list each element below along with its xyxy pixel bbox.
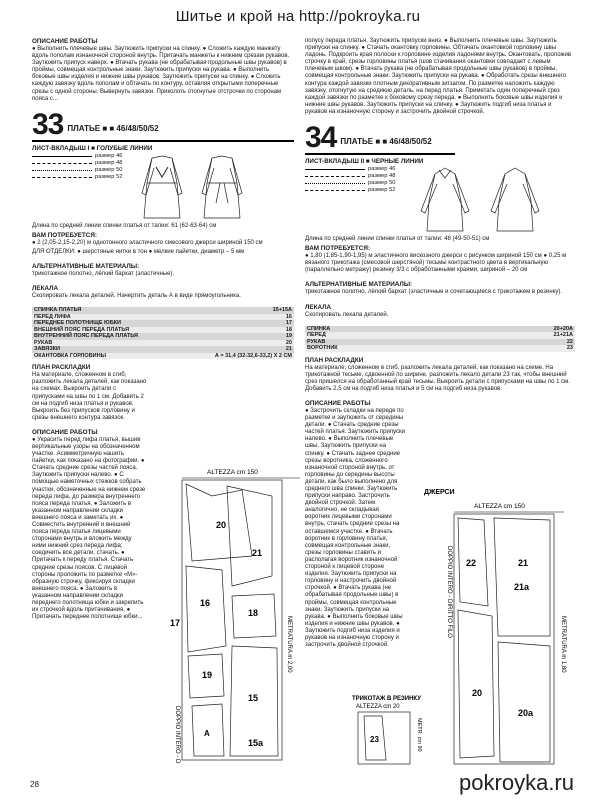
model-title: ПЛАТЬЕ ■ ■ 46/48/50/52 — [67, 124, 159, 134]
need-text: ● 2 (2,05-2,15-2,20) м однотонного эластичного смесового джерси шириной 150 см — [32, 239, 263, 246]
part-name: РУКАВ — [34, 339, 53, 346]
piece-label: 15а — [248, 738, 264, 748]
pattern-text: Скопировать лекала деталей. Начертить деталь А в виде прямоугольника. — [32, 293, 241, 300]
parts-table — [32, 307, 294, 359]
footer-site: pokroyka.ru — [459, 770, 574, 795]
piece-label: 18 — [248, 608, 259, 618]
part-number: 18 — [285, 326, 292, 333]
piece-label: 17 — [170, 618, 181, 628]
piece-label: 20 — [216, 520, 227, 530]
piece-label: 20 — [472, 688, 483, 698]
alt-text: трикотажное полотно, лёгкий бархат (эластичные). — [32, 271, 175, 278]
altezza-label: ALTEZZA cm 20 — [356, 704, 400, 710]
piece-label: 23 — [370, 735, 379, 744]
alt-text: трикотажное полотно, лёгкий бархат (эластичные и сочетающиеся с трикотажем в резинку). — [305, 289, 563, 296]
part-name: ПЕРЕД — [307, 332, 326, 339]
pattern-title: ЛЕКАЛА — [32, 285, 59, 293]
part-number: 20+20А — [553, 325, 573, 332]
sizes-block — [32, 153, 294, 223]
continued-text: попусу переда платья. Заутюжить припуски вниз. ● Выполнить плечевые швы. Заутюжить припуски на спинку. ● Стачать окантовку горловины. Обтачать окантовкой горловину швы ладонь. Подкроить края полоски к горловине изделия ладонями внутрь. Окантовать, проложив строчку в край, срезы горловины платья (шов стачивания окантовки совпадает с левым плечевым швом). ● Втачать рукава (не обрабатывая продольные швы рукавов) в проймы, совмещая контрольные знаки. Заутюжить припуски на рукава. ● Обработать срезы внешнего контура каждой завязки плотным декоративным зигзагом. По разметке наложить каждую завязку, отогнутую на среднюю деталь, на перед платья. Приметать один поперечный срез каждой завязки по разметке к боковому срезу переда. ● Выполнить боковые швы изделия и нижние швы рукавов. Заутюжить припуски на спинку. ● Заутюжить подгиб низа платья и рукавов на изнаночную сторону и застрочить двойной строчкой. — [305, 38, 572, 115]
model-33-header — [32, 107, 294, 142]
piece-label: 19 — [202, 670, 213, 680]
metratura-label: METR. cm 90 — [416, 718, 422, 752]
size-row: размер 52 — [32, 174, 132, 181]
part-number: А = 31,4 (32-32,6-33,2) Х 2 СМ — [214, 352, 292, 359]
desc-title: ОПИСАНИЕ РАБОТЫ — [305, 399, 371, 407]
layout-diagram-34-rib — [352, 694, 442, 766]
part-name: ОКАНТОВКА ГОРЛОВИНЫ — [34, 352, 106, 359]
part-name: РУКАВ — [307, 338, 326, 345]
finish-text: ДЛЯ ОТДЕЛКИ: ● шерстяные нитки в тон ● мелкие пайетки, диаметр – 5 мм — [32, 248, 245, 255]
alt-title: АЛЬТЕРНАТИВНЫЕ МАТЕРИАЛЫ: — [305, 281, 413, 289]
piece-label: А — [204, 729, 210, 738]
piece-label: 21 — [518, 558, 529, 568]
part-number: 23 — [566, 345, 573, 352]
piece-label: 16 — [200, 598, 211, 608]
model-number: 33 — [32, 107, 64, 141]
part-number: 15+15А — [272, 307, 292, 314]
size-row: размер 48 — [305, 173, 405, 180]
size-row: размер 52 — [305, 187, 405, 194]
size-row: размер 46 — [32, 153, 132, 160]
part-name: ЗАВЯЗКИ — [34, 346, 60, 353]
part-name: ПЕРЕД ЛИФА — [34, 313, 71, 320]
layout-text: На материале, сложенном в сгиб, разложить лекала деталей, как показано на схемах. Выкроить детали с припусками на швы по 1 см. Добавить 2 см на подгиб низа платья и рукавов. Выкроить без припусков горловину и срезы внешнего контура завязок. — [32, 372, 147, 421]
work-title: ОПИСАНИЕ РАБОТЫ — [32, 38, 98, 45]
alt-title: АЛЬТЕРНАТИВНЫЕ МАТЕРИАЛЫ: — [32, 263, 140, 271]
desc-title: ОПИСАНИЕ РАБОТЫ — [32, 428, 98, 436]
sizes-block — [305, 166, 575, 236]
need-text: ● 1,80 (1,85-1,90-1,95) м эластичного вискозного джерси с рисунком шириной 150 см ● 0,25 м вязаного трикотажа (смесовой шерстяной) тесьмы контрастного цвета в вертикальную (параллельно метражу) резинку 3/3 с обработанными краями, шириной – 20 см — [305, 253, 567, 274]
piece-label: 21а — [514, 582, 530, 592]
dress-sketch — [405, 166, 575, 236]
sheet-label: ЛИСТ-ВКЛАДЫШ I ■ ГОЛУБЫЕ ЛИНИИ — [32, 144, 153, 152]
fabric-label: ТРИКОТАЖ В РЕЗИНКУ — [352, 696, 421, 702]
altezza-label: ALTEZZA cm 150 — [474, 503, 525, 510]
desc-text: ● Украсить перед лифа платья, вышив вертикальные узоры на обозначенном участке. Асимметричную нашить пайетки, как показано на фотографии. ● Стачать средние срезы частей пояса. Заутюжить припуски налево. ● С помощью наметочных стежков собрать участки, обозначенные на нижнем срезе переда лифа, до размера внутреннего пояса переда платья. ● Заложить в указанном направлении складки внешнего пояса и заметать их. ● Совместить внутренний и внешний пояса переда платья лицевыми сторонами внутрь и вложить между ними нижний срез переда лифа; соединить все детали, стачать. ● Притачать к переду платья. Стачать средние срезы поясов. С лицевой стороны проложить по разметке «М»-образную строчку, фиксируя складки внешнего пояса. ● Заложить в указанном направлении складки переднего полотнища юбки и закрепить их строчкой вдоль притачивания. ● Притачать переднее полотнище юбки... — [32, 436, 146, 621]
page-number: 28 — [30, 780, 39, 789]
sheet-label: ЛИСТ-ВКЛАДЫШ II ■ ЧЕРНЫЕ ЛИНИИ — [305, 158, 424, 166]
desc-text: ● Застрочить складки на переде по разметке и заутюжить от середины детали. ● Стачать средние срезы частей платья. Заутюжить припуски налево. ● Выполнить плечевые швы. Заутюжить припуски на спинку. ● Стачать заднее средние срезы воротника, сложенного изнаночной стороной внутрь, от горловины до середины высоты детали, как было выполнено для среднего шва спинки. Заутюжить припуски направо. Застрочить двойной строчкой. Затем аналогично, не складывая воротник лицевыми сторонами внутрь, стачать средние срезы на оставшемся участке. ● Втачать воротник в горловину платья, совмещая контрольные знаки, срезы горловины ставить и располагая воротник изнаночной стороной к лицевой стороне изделия. Заутюжить припуски на горловину и настрочить двойной строчкой. ● Втачать рукава (не обрабатывая продольные швы) в проймы, совмещая контрольные знаки. Заутюжить припуски на рукава. ● Выполнить боковые швы изделия и нижние швы рукавов. ● Заутюжить подгиб низа изделия и рукавов на изнаночную сторону и застрочить двойной строчкой. — [305, 407, 405, 649]
layout-diagram-33 — [152, 466, 302, 764]
fold-label: DOPPIO INTERO - DIRITTO FILO — [446, 546, 452, 638]
model-title: ПЛАТЬЕ ■ ■ 46/48/50/52 — [340, 137, 432, 147]
part-number: 21 — [285, 346, 292, 353]
piece-label: 22 — [466, 558, 477, 568]
size-row: размер 50 — [32, 167, 132, 174]
metratura-label: METRATURA m 1,80 — [560, 616, 566, 673]
need-title: ВАМ ПОТРЕБУЕТСЯ: — [32, 231, 97, 239]
metratura-label: METRATURA m 2,00 — [286, 616, 292, 673]
part-name: СПИНКА ПЛАТЬЯ — [34, 307, 82, 314]
part-number: 21+21А — [553, 332, 573, 339]
part-number: 22 — [566, 338, 573, 345]
pattern-title: ЛЕКАЛА — [305, 303, 332, 311]
fold-label: DOPPIO INTERO - DIRITTO FILO — [174, 706, 180, 764]
part-name: ВНЕШНИЙ ПОЯС ПЕРЕДА ПЛАТЬЯ — [34, 326, 130, 333]
layout-title: ПЛАН РАСКЛАДКИ — [32, 364, 91, 372]
dress-sketch — [132, 153, 294, 223]
part-name: СПИНКА — [307, 325, 331, 332]
layout-text: На материале, сложенном в сгиб, разложить лекала деталей, как показано на схеме. На трикотажной тесьме, сдвоенной по ширине, разложить лекало детали 23 так, чтобы внешний срез пришелся на обработанный край тесьмы. Выкроить детали с припусками на швы по 1 см. Добавить 2,5 см на подгиб низа платья и 5 см на подгиб низа рукавов. — [305, 364, 570, 392]
model-number: 34 — [305, 121, 337, 155]
fabric-label: ДЖЕРСИ — [424, 489, 455, 496]
model-34-header — [305, 123, 455, 155]
part-name: ПЕРЕДНЕЕ ПОЛОТНИЩЕ ЮБКИ — [34, 320, 121, 327]
work-text: ● Выполнить плечевые швы. Заутюжить припуски на спинку. ● Сложить каждую манжету вдоль пополам изнаночной стороной внутрь. Притачать манжеты к нижним срезам рукавов. Заутюжить припуск наверх. ● Втачать рукава (не обрабатывая продольные швы рукавов) в проймы, совмещая контрольные знаки. Заутюжить припуски на рукава. ● Выполнить боковые швы изделия и нижние швы рукавов. Заутюжить припуски на спинку. ● Сложить каждую завязку вдоль пополам и обтачать по контуру, оставляя открытыми поперечные срезы с одной стороны. Вывернуть завязки. Приколоть отогнутые отстрочки по сторонам пояса с... — [32, 46, 290, 102]
part-number: 17 — [285, 320, 292, 327]
layout-title: ПЛАН РАСКЛАДКИ — [305, 356, 364, 364]
piece-label: 21 — [252, 548, 263, 558]
length-text: Длина по средней линии спинки платья от талии: 61 (62-63-64) см — [32, 222, 217, 229]
piece-label: 15 — [248, 693, 259, 703]
site-header: Шитье и крой на http://pokroyka.ru — [175, 8, 421, 25]
altezza-label: ALTEZZA cm 150 — [207, 469, 258, 476]
pattern-text: Скопировать лекала деталей. — [305, 311, 389, 318]
need-title: ВАМ ПОТРЕБУЕТСЯ: — [305, 245, 370, 253]
size-row: размер 46 — [305, 166, 405, 173]
piece-label: 20а — [518, 708, 534, 718]
part-number: 20 — [285, 339, 292, 346]
part-name: ВНУТРЕННИЙ ПОЯС ПЕРЕДА ПЛАТЬЯ — [34, 333, 138, 340]
size-row: размер 50 — [305, 180, 405, 187]
part-number: 19 — [285, 333, 292, 340]
part-number: 16 — [285, 313, 292, 320]
part-name: ВОРОТНИК — [307, 345, 338, 352]
parts-table — [305, 326, 575, 352]
length-text: Длина по средней линии спинки платья от талии: 48 (49-50-51) см — [305, 236, 490, 243]
size-row: размер 48 — [32, 160, 132, 167]
